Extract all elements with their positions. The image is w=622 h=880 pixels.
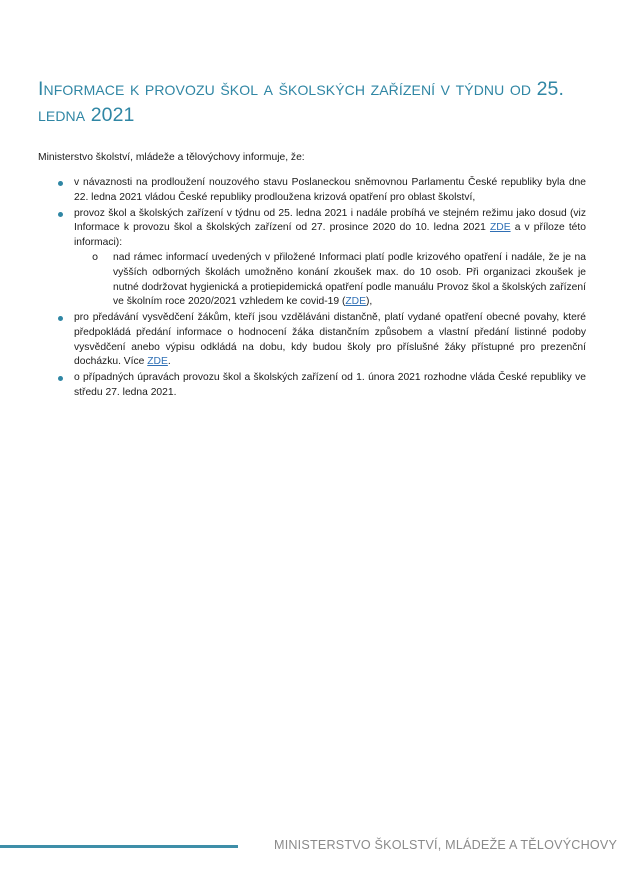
list-item-text: v návaznosti na prodloužení nouzového stavu Poslaneckou sněmovnou Parlamentu České republiky byla dne 22. ledna 2021 vládou České republiky prodloužena krizová opatření pro oblast školství, [74,177,586,203]
zde-link[interactable]: ZDE [345,296,366,308]
bullet-list [38,176,586,402]
sub-list-item [74,251,586,309]
bullet-dot-icon [58,181,63,186]
bullet-dot-icon [58,316,63,321]
intro-text: Ministerstvo školství, mládeže a tělovýchovy informuje, že: [38,152,305,163]
sub-list-item-text: nad rámec informací uvedených v přiložené Informaci platí podle krizového opatření i nadále, že je na vyšších odborných školách umožněno konání zkoušek max. do 10 osob. Při organizaci zkoušek je nutné dodržovat hygienická a protiepidemická opatření podle manuálu Provoz škol a školských zařízení ve školním roce 2020/2021 vzhledem ke covid-19 ( [113,252,586,308]
document-title: Informace k provozu škol a školských zařízení v týdnu od 25. ledna 2021 [38,78,564,126]
footer-ministry-name: MINISTERSTVO ŠKOLSTVÍ, MLÁDEŽE A TĚLOVÝCHOVY [274,838,618,852]
zde-link[interactable]: ZDE [489,222,511,234]
list-item [38,207,586,310]
list-item [38,311,586,369]
list-item-text: . [167,356,171,368]
zde-link[interactable]: ZDE [147,356,168,368]
circle-bullet-icon: o [92,252,99,264]
list-item-text: a v příloze této informaci): [74,222,586,248]
list-item-text: provoz škol a školských zařízení v týdnu od 25. ledna 2021 i nadále probíhá ve stejném režimu jako dosud (viz Informace k provozu škol a školských zařízení od 27. prosince 2020 do 10. ledna 2021 [74,207,586,234]
sub-list-item-text: ), [365,296,373,308]
bullet-dot-icon [58,212,63,217]
list-item-text: o případných úpravách provozu škol a školských zařízení od 1. února 2021 rozhodne vláda České republiky ve středu 27. ledna 2021. [74,372,586,398]
list-item [38,176,586,205]
sub-bullet-list [74,251,586,309]
footer-divider [0,845,238,848]
list-item [38,371,586,400]
list-item-text: pro předávání vysvědčení žákům, kteří jsou vzděláváni distančně, platí vydané opatření obecné povahy, které předpokládá předání informace o hodnocení žáka distančním způsobem a vlastní předání listinné podoby vysvědčení anebo výpisu odkládá na dobu, kdy budou školy pro příslušné žáky přístupné pro prezenční docházku. Více [74,312,586,368]
bullet-dot-icon [58,376,63,381]
